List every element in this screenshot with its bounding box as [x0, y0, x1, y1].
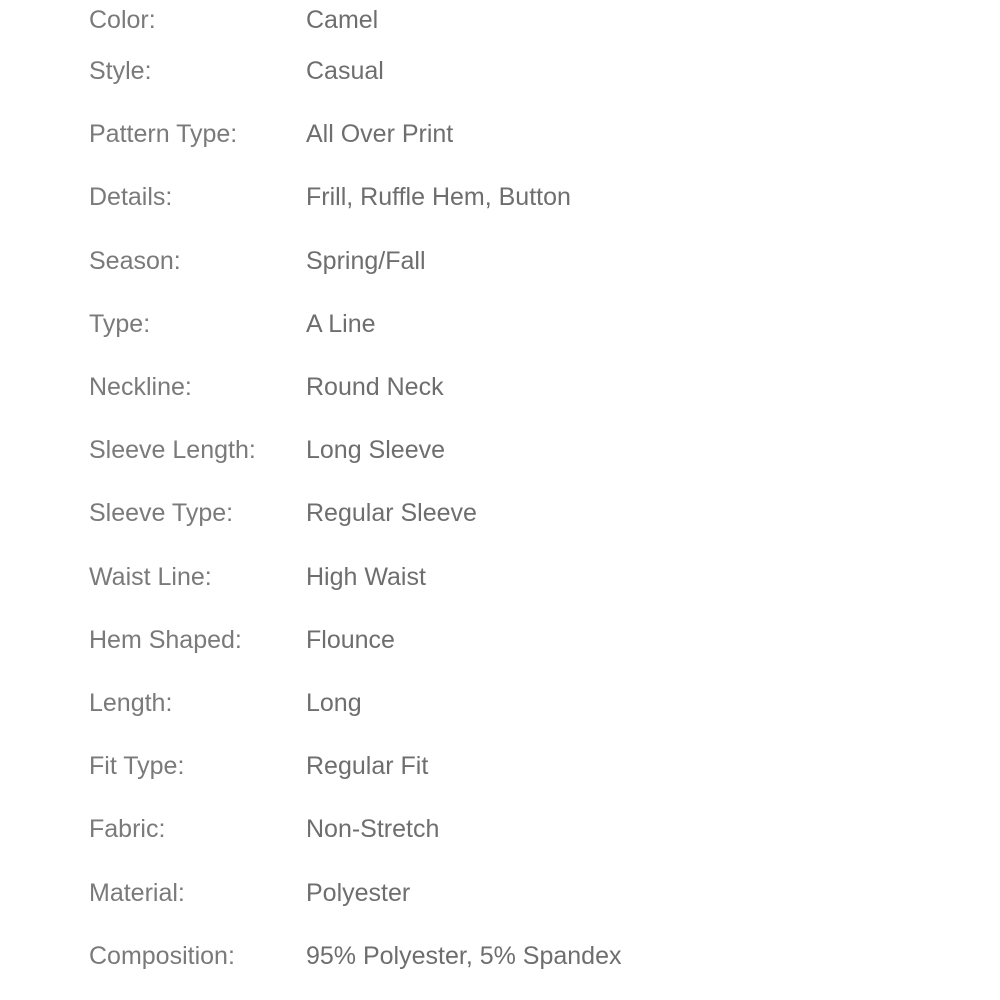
spec-label: Neckline:	[89, 373, 192, 402]
spec-row-style	[89, 40, 969, 103]
spec-value: Round Neck	[306, 373, 444, 402]
spec-label: Length:	[89, 688, 173, 717]
spec-row-material	[89, 861, 969, 924]
spec-value: A Line	[306, 309, 376, 338]
spec-label: Style:	[89, 57, 152, 86]
spec-row-pattern-type	[89, 103, 969, 166]
spec-label: Details:	[89, 183, 173, 212]
spec-row-hem-shaped	[89, 609, 969, 672]
spec-value: Camel	[306, 5, 379, 34]
spec-label: Fabric:	[89, 815, 166, 844]
spec-label: Composition:	[89, 941, 235, 970]
spec-value: Regular Fit	[306, 752, 429, 781]
spec-label: Type:	[89, 309, 151, 338]
spec-value: Non-Stretch	[306, 815, 440, 844]
spec-value: Regular Sleeve	[306, 499, 477, 528]
spec-value: All Over Print	[306, 120, 454, 149]
spec-row-color	[89, 0, 969, 40]
spec-value: Frill, Ruffle Hem, Button	[306, 183, 571, 212]
spec-row-neckline	[89, 356, 969, 419]
spec-value: Flounce	[306, 625, 395, 654]
spec-row-composition	[89, 925, 969, 988]
spec-label: Sleeve Type:	[89, 499, 234, 528]
spec-row-fit-type	[89, 735, 969, 798]
spec-value: Casual	[306, 57, 384, 86]
spec-row-length	[89, 672, 969, 735]
spec-label: Fit Type:	[89, 752, 185, 781]
spec-value: 95% Polyester, 5% Spandex	[306, 941, 622, 970]
spec-value: Long Sleeve	[306, 436, 446, 465]
spec-value: Long	[306, 688, 362, 717]
spec-row-season	[89, 230, 969, 293]
spec-value: Polyester	[306, 878, 411, 907]
spec-label: Pattern Type:	[89, 120, 238, 149]
spec-label: Color:	[89, 5, 156, 34]
spec-value: High Waist	[306, 562, 426, 591]
spec-row-type	[89, 293, 969, 356]
spec-value: Spring/Fall	[306, 246, 426, 275]
product-spec-list	[89, 0, 969, 988]
spec-row-sleeve-length	[89, 419, 969, 482]
spec-label: Sleeve Length:	[89, 436, 256, 465]
spec-row-waist-line	[89, 546, 969, 609]
spec-label: Hem Shaped:	[89, 625, 242, 654]
spec-row-sleeve-type	[89, 482, 969, 545]
spec-row-fabric	[89, 798, 969, 861]
spec-label: Waist Line:	[89, 562, 212, 591]
spec-label: Season:	[89, 246, 181, 275]
spec-label: Material:	[89, 878, 185, 907]
spec-row-details	[89, 166, 969, 229]
